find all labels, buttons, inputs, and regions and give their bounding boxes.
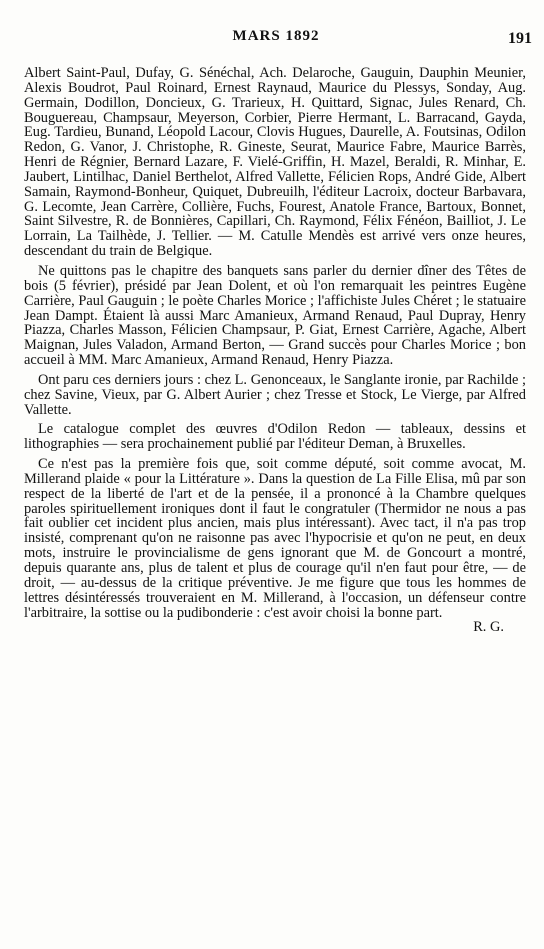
paragraph-redon-catalogue: Le catalogue complet des œuvres d'Odilon Redon — tableaux, dessins et lithographies — sera prochainement publié par l'éditeur Deman, à Bruxelles. [24,421,526,453]
paragraph-guest-list: Albert Saint-Paul, Dufay, G. Sénéchal, Ach. Delaroche, Gauguin, Dauphin Meunier, Alexis Boudrot, Paul Roinard, Ernest Raynaud, Maurice du Plessys, Sonday, Aug. Germain, Dodillon, Doncieux, G. Trarieux, H. Quittard, Signac, Jules Renard, Ch. Bouguereau, Champsaur, Meyerson, Corbier, Pierre Hermant, L. Barracand, Gayda, Eug. Tardieu, Bunand, Léopold Lacour, Clovis Hugues, Daurelle, A. Foutsinas, Odilon Redon, G. Vanor, J. Christophe, R. Gineste, Seurat, Maurice Fabre, Maurice Barrès, Henri de Régnier, Bernard Lazare, F. Vielé-Griffin, H. Mazel, Beraldi, R. Minhar, E. Jaubert, Lintilhac, Daniel Berthelot, Alfred Vallette, Félicien Rops, André Gide, Albert Samain, Raymond-Bonheur, Quiquet, Dubreuilh, l'éditeur Lacroix, docteur Barbavara, G. Lecomte, Jean Carrère, Collière, Fuchs, Fourest, Anatole France, Bartoux, Bonnet, Saint Silvestre, R. de Bonnières, Capillari, Ch. Raymond, Félix Fénéon, Bailliot, J. Le Lorrain, La Tailhède, J. Tellier. — M. Catulle Mendès est arrivé vers onze heures, descendant du train de Belgique. [24,65,526,260]
signature: R. G. [473,619,504,636]
page-number: 191 [508,30,532,47]
paragraph-millerand: Ce n'est pas la première fois que, soit comme député, soit comme avocat, M. Millerand plaide « pour la Littérature ». Dans la question de La Fille Elisa, mû par son respect de la liberté de l'art et de la pensée, il a prononcé à la Chambre quelques paroles spirituellement ironiques dont il faut le congratuler (Thermidor ne nous a pas fait oublier cet incident plus ancien, mais plus intéressant). Avec tact, il n'a pas trop insisté, comprenant qu'on ne raisonne pas avec l'hypocrisie et qu'on ne peut, en deux mots, instruire le provincialisme de gens ignorant que M. de Goncourt a montré, depuis quarante ans, plus de talent et plus de courage qu'il n'en faut pour être, — de droit, — au-dessus de la critique préventive. Je me figure que tous les hommes de lettres désintéressés trouveraient en M. Millerand, à l'occasion, un défenseur contre l'arbitraire, la sottise ou la pudibonderie : c'est avoir choisi la bonne part. [24,456,526,621]
body-text [24,66,526,635]
paragraph-tetes-de-bois-banquet: Ne quittons pas le chapitre des banquets sans parler du dernier dîner des Têtes de bois (5 février), présidé par Jean Dolent, et où l'on remarquait les peintres Eugène Carrière, Paul Gauguin ; le poète Charles Morice ; l'affichiste Jules Chéret ; le statuaire Jean Dampt. Étaient là aussi Marc Amanieux, Armand Renaud, Paul Dupray, Henry Piazza, Charles Masson, Félicien Champsaur, P. Giat, Ernest Carrière, Agache, Albert Maignan, Jules Valadon, Armand Berton, — Grand succès pour Charles Morice ; bon accueil à MM. Marc Amanieux, Armand Renaud, Henry Piazza. [24,262,526,369]
page-header [20,28,532,50]
paragraph-new-publications: Ont paru ces derniers jours : chez L. Genonceaux, le Sanglante ironie, par Rachilde ; chez Savine, Vieux, par G. Albert Aurier ; chez Tresse et Stock, Le Vierge, par Alfred Vallette. [24,371,526,418]
running-head: MARS 1892 [232,28,320,44]
